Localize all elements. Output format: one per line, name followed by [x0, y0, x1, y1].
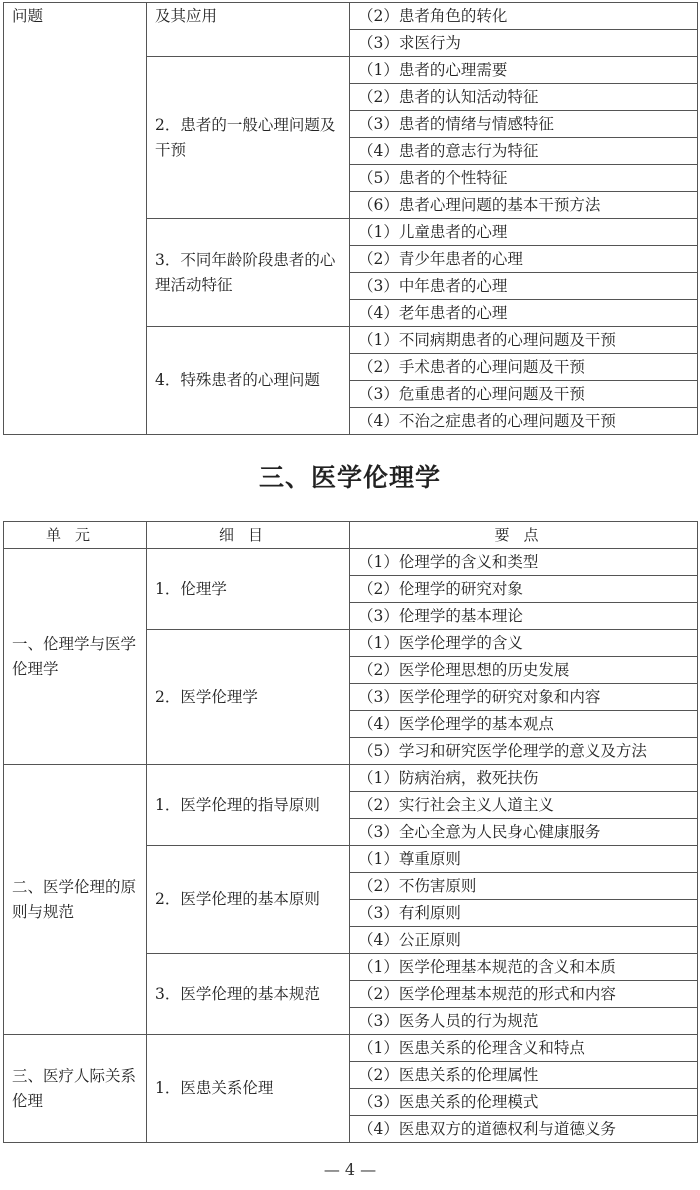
- point-cell: （2）青少年患者的心理: [350, 246, 698, 273]
- unit-cell: 三、医疗人际关系伦理: [4, 1035, 147, 1143]
- point-cell: （3）医学伦理学的研究对象和内容: [350, 684, 698, 711]
- point-cell: （1）尊重原则: [350, 846, 698, 873]
- point-cell: （1）医患关系的伦理含义和特点: [350, 1035, 698, 1062]
- item-cell: 及其应用: [147, 3, 350, 57]
- point-cell: （3）患者的情绪与情感特征: [350, 111, 698, 138]
- point-cell: （4）医患双方的道德权利与道德义务: [350, 1116, 698, 1143]
- point-cell: （4）老年患者的心理: [350, 300, 698, 327]
- unit-cell: 问题: [4, 3, 147, 435]
- unit-cell: 一、伦理学与医学伦理学: [4, 549, 147, 765]
- header-item: 细目: [147, 522, 350, 549]
- table-header-row: [4, 522, 698, 549]
- point-cell: （1）医学伦理基本规范的含义和本质: [350, 954, 698, 981]
- table-row: [4, 3, 698, 30]
- table-row: [4, 549, 698, 576]
- header-unit: 单元: [4, 522, 147, 549]
- item-cell: 1．医学伦理的指导原则: [147, 765, 350, 846]
- point-cell: （2）医学伦理思想的历史发展: [350, 657, 698, 684]
- item-cell: 2．医学伦理学: [147, 630, 350, 765]
- item-cell: 1．医患关系伦理: [147, 1035, 350, 1143]
- point-cell: （2）医学伦理基本规范的形式和内容: [350, 981, 698, 1008]
- point-cell: （3）伦理学的基本理论: [350, 603, 698, 630]
- point-cell: （2）手术患者的心理问题及干预: [350, 354, 698, 381]
- item-cell: 2．医学伦理的基本原则: [147, 846, 350, 954]
- point-cell: （1）患者的心理需要: [350, 57, 698, 84]
- table-row: [4, 1035, 698, 1062]
- point-cell: （4）不治之症患者的心理问题及干预: [350, 408, 698, 435]
- section-title: 三、医学伦理学: [258, 463, 441, 492]
- item-cell: 3．医学伦理的基本规范: [147, 954, 350, 1035]
- item-cell: 2．患者的一般心理问题及干预: [147, 57, 350, 219]
- point-cell: （2）患者角色的转化: [350, 3, 698, 30]
- header-points: 要点: [350, 522, 698, 549]
- unit-cell: 二、医学伦理的原则与规范: [4, 765, 147, 1035]
- point-cell: （2）伦理学的研究对象: [350, 576, 698, 603]
- item-cell: 4．特殊患者的心理问题: [147, 327, 350, 435]
- point-cell: （3）医务人员的行为规范: [350, 1008, 698, 1035]
- point-cell: （1）儿童患者的心理: [350, 219, 698, 246]
- point-cell: （1）防病治病，救死扶伤: [350, 765, 698, 792]
- syllabus-table-medical-ethics: [3, 521, 698, 1143]
- page-number: — 4 —: [323, 1160, 377, 1179]
- table-row: [4, 765, 698, 792]
- point-cell: （5）学习和研究医学伦理学的意义及方法: [350, 738, 698, 765]
- point-cell: （1）医学伦理学的含义: [350, 630, 698, 657]
- point-cell: （4）医学伦理学的基本观点: [350, 711, 698, 738]
- point-cell: （4）患者的意志行为特征: [350, 138, 698, 165]
- point-cell: （3）全心全意为人民身心健康服务: [350, 819, 698, 846]
- point-cell: （1）不同病期患者的心理问题及干预: [350, 327, 698, 354]
- point-cell: （6）患者心理问题的基本干预方法: [350, 192, 698, 219]
- point-cell: （3）有利原则: [350, 900, 698, 927]
- item-cell: 1．伦理学: [147, 549, 350, 630]
- point-cell: （2）医患关系的伦理属性: [350, 1062, 698, 1089]
- point-cell: （1）伦理学的含义和类型: [350, 549, 698, 576]
- point-cell: （2）不伤害原则: [350, 873, 698, 900]
- point-cell: （2）患者的认知活动特征: [350, 84, 698, 111]
- point-cell: （4）公正原则: [350, 927, 698, 954]
- point-cell: （5）患者的个性特征: [350, 165, 698, 192]
- point-cell: （2）实行社会主义人道主义: [350, 792, 698, 819]
- point-cell: （3）医患关系的伦理模式: [350, 1089, 698, 1116]
- point-cell: （3）危重患者的心理问题及干预: [350, 381, 698, 408]
- point-cell: （3）中年患者的心理: [350, 273, 698, 300]
- item-cell: 3．不同年龄阶段患者的心理活动特征: [147, 219, 350, 327]
- syllabus-table-continued: [3, 2, 698, 435]
- point-cell: （3）求医行为: [350, 30, 698, 57]
